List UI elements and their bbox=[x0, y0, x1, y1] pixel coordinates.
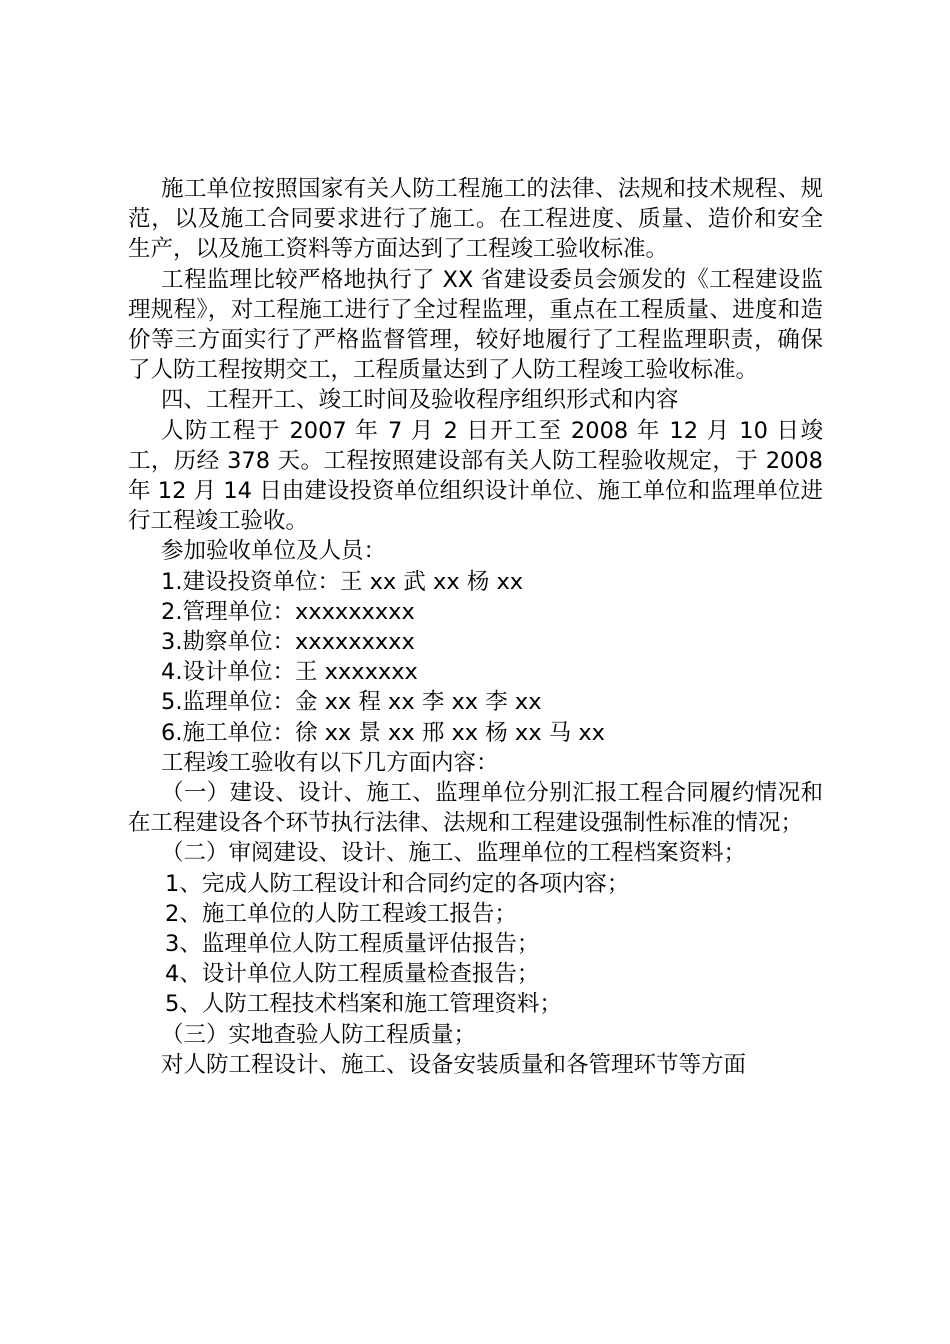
section-heading-4: 四、工程开工、竣工时间及验收程序组织形式和内容 bbox=[161, 387, 679, 414]
paragraph-construction-unit: 施工单位按照国家有关人防工程施工的法律、法规和技术规程、规范，以及施工合同要求进行了施工。在工程进度、质量、造价和安全生产，以及施工资料等方面达到了工程竣工验收标准。 bbox=[128, 176, 823, 263]
participants-heading: 参加验收单位及人员： bbox=[161, 538, 387, 565]
acceptance-item-three: （三）实地查验人防工程质量； bbox=[161, 1021, 477, 1048]
archive-item-3: 3、监理单位人防工程质量评估报告； bbox=[165, 931, 540, 958]
paragraph-schedule: 人防工程于 2007 年 7 月 2 日开工至 2008 年 12 月 10 日竣工，历经 378 天。工程按照建设部有关人防工程验收规定，于 2008 年 12 月 14 日由建设投资单位组织设计单位、施工单位和监理单位进行工程竣工验收。 bbox=[128, 417, 823, 535]
acceptance-item-two: （二）审阅建设、设计、施工、监理单位的工程档案资料； bbox=[161, 840, 747, 867]
archive-item-2: 2、施工单位的人防工程竣工报告； bbox=[165, 900, 517, 927]
participant-item-1: 1.建设投资单位：王 xx 武 xx 杨 xx bbox=[161, 568, 524, 595]
participant-item-3: 3.勘察单位：xxxxxxxxx bbox=[161, 629, 415, 656]
participant-item-5: 5.监理单位：金 xx 程 xx 李 xx 李 xx bbox=[161, 689, 542, 716]
archive-item-5: 5、人防工程技术档案和施工管理资料； bbox=[165, 991, 562, 1018]
archive-item-1: 1、完成人防工程设计和合同约定的各项内容； bbox=[165, 870, 630, 897]
participant-item-6: 6.施工单位：徐 xx 景 xx 邢 xx 杨 xx 马 xx bbox=[161, 719, 605, 746]
acceptance-content-heading: 工程竣工验收有以下几方面内容： bbox=[161, 749, 499, 776]
paragraph-supervision: 工程监理比较严格地执行了 XX 省建设委员会颁发的《工程建设监理规程》，对工程施工进行了全过程监理，重点在工程质量、进度和造价等三方面实行了严格监督管理，较好地履行了工程监理职责，确保了人防工程按期交工，工程质量达到了人防工程竣工验收标准。 bbox=[128, 266, 823, 384]
participant-item-4: 4.设计单位：王 xxxxxxx bbox=[161, 659, 418, 686]
archive-item-4: 4、设计单位人防工程质量检查报告； bbox=[165, 961, 540, 988]
acceptance-item-one: （一）建设、设计、施工、监理单位分别汇报工程合同履约情况和在工程建设各个环节执行法律、法规和工程建设强制性标准的情况； bbox=[128, 780, 823, 837]
participant-item-2: 2.管理单位：xxxxxxxxx bbox=[161, 598, 415, 625]
document-body bbox=[128, 174, 823, 1080]
paragraph-inspection: 对人防工程设计、施工、设备安装质量和各管理环节等方面 bbox=[161, 1051, 747, 1078]
